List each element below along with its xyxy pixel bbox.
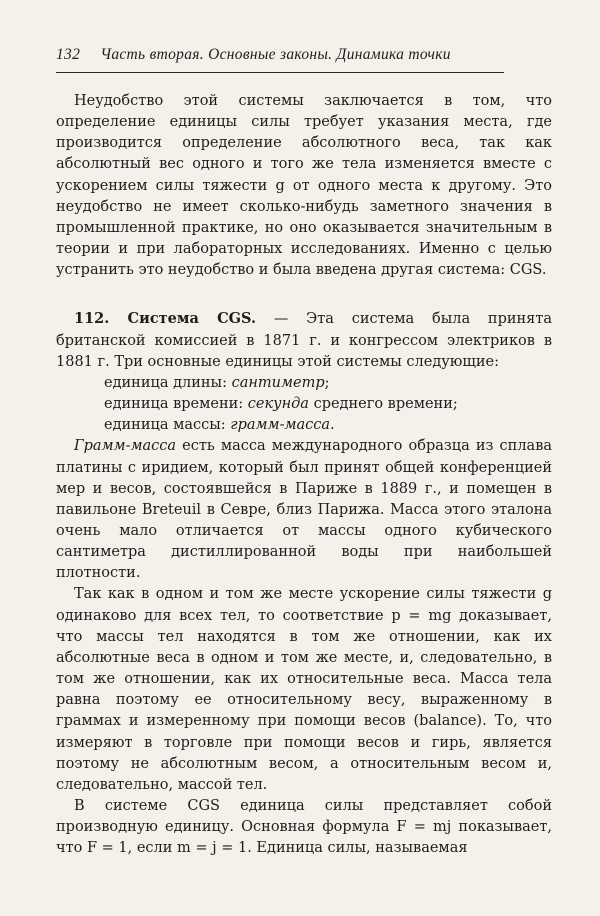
unit-value: сантиметр xyxy=(231,374,325,391)
list-item-time xyxy=(104,394,552,415)
running-title: Часть вторая. Основные законы. Динамика точки xyxy=(100,46,451,63)
paragraph-gram-mass xyxy=(56,436,552,584)
gram-mass-term: Грамм-масса xyxy=(74,438,177,455)
paragraph-weights: Так как в одном и том же месте ускорение силы тяжести g одинаково для всех тел, то соответствие p = mg доказывает, что массы тел находятся в том же отношении, как их абсолютные веса в одном и том же месте, и, следовательно, в том же отношении, как их относительные веса. Масса тела равна поэтому ее относительному весу, выраженному в граммах и измеренному при помощи весов (balance). То, что измеряют в торговле при помощи весов и гирь, является поэтому не абсолютным весом, а относительным весом и, следовательно, массой тел. xyxy=(56,586,552,793)
unit-value: секунда xyxy=(247,396,309,413)
unit-label: единица длины: xyxy=(104,374,232,391)
header-rule xyxy=(56,72,504,73)
page-body xyxy=(56,91,552,859)
list-item-mass xyxy=(104,415,552,436)
section-112-intro xyxy=(56,308,552,372)
unit-tail: . xyxy=(330,417,335,434)
paragraph-inconvenience: Неудобство этой системы заключается в том, что определение единицы силы требует указания места, где производится определение абсолютного веса, так как абсолютный вес одного и того же тела изменяется вместе с ускорением силы тяжести g от одного места к другому. Это неудобство не имеет сколько-нибудь заметного значения в промышленной практике, но оно оказывается значительным в теории и при лабораторных исследованиях. Именно с целью устранить это неудобство и была введена другая система: CGS. xyxy=(56,93,552,279)
section-112-text: — Эта система была принята британской комиссией в 1871 г. и конгрессом электриков в 1881 г. Три основные единицы этой системы следующие: xyxy=(56,311,552,370)
unit-tail: ; xyxy=(324,374,330,391)
page-number: 132 xyxy=(56,46,81,63)
gram-mass-text: есть масса международного образца из сплава платины с иридием, который был принят общей конференцией мер и весов, состоявшейся в Париже в 1889 г., и помещен в павильоне Breteuil в Севре, близ Парижа. Масса этого эталона очень мало отличается от массы одного кубического сантиметра дистиллированной воды при наибольшей плотности. xyxy=(56,438,552,582)
unit-value: грамм-масса xyxy=(230,417,331,434)
unit-tail: среднего времени; xyxy=(308,396,458,413)
list-item-length xyxy=(104,373,552,394)
unit-label: единица массы: xyxy=(104,417,231,434)
unit-label: единица времени: xyxy=(104,396,248,413)
base-units-list xyxy=(56,373,552,436)
running-header xyxy=(56,46,504,64)
paragraph-cgs-force: В системе CGS единица силы представляет собой производную единицу. Основная формула F = mj показывает, что F = 1, если m = j = 1. Единица силы, называемая xyxy=(56,798,552,857)
section-112-title: 112. Система CGS. xyxy=(74,310,257,328)
